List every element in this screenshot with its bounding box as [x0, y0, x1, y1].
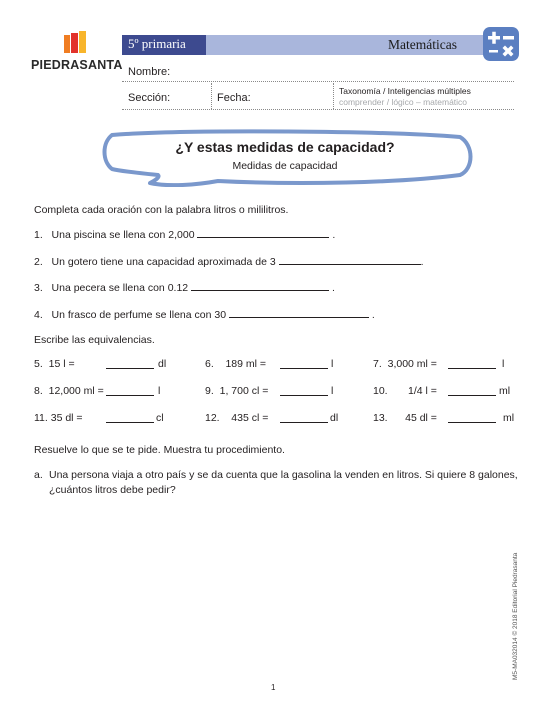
equivalence-item [205, 385, 268, 397]
sentence-item [34, 227, 335, 241]
instruction-part2: Escribe las equivalencias. [34, 334, 155, 346]
problem-label: a. [34, 469, 43, 481]
equivalence-blank[interactable] [448, 412, 496, 423]
sentence-text: Un gotero tiene una capacidad aproximada de 3 [51, 256, 276, 268]
equivalence-unit: l [502, 358, 505, 370]
date-divider [333, 83, 334, 109]
sentence-end: . [332, 229, 336, 241]
equivalence-left: 1, 700 cl = [219, 385, 269, 397]
math-operations-icon [482, 26, 520, 62]
equivalence-blank[interactable] [280, 358, 328, 369]
brand-name: PIEDRASANTA [31, 58, 123, 72]
equivalence-unit: ml [499, 385, 511, 397]
item-number: 11. [34, 412, 48, 424]
equivalence-blank[interactable] [448, 385, 496, 396]
sentence-text: Un frasco de perfume se llena con 30 [51, 309, 227, 321]
equivalence-item [205, 358, 266, 370]
equivalence-unit: l [331, 358, 334, 370]
sentence-end: . [371, 309, 375, 321]
document-code: M5-MA032014 © 2018 Editorial Piedrasanta [512, 552, 519, 680]
item-number: 7. [373, 358, 382, 370]
sentence-text: Una piscina se llena con 2,000 [51, 229, 195, 241]
equivalence-unit: l [331, 385, 334, 397]
taxonomy-label: Taxonomía / Inteligencias múltiples [339, 86, 471, 96]
equivalence-left: 15 l = [48, 358, 75, 370]
answer-area[interactable] [34, 504, 504, 664]
sentence-item [34, 280, 335, 294]
name-line[interactable] [122, 81, 514, 82]
item-number: 13. [373, 412, 388, 424]
sentence-end: . [331, 282, 335, 294]
equivalence-unit: l [158, 385, 161, 397]
answer-blank[interactable] [229, 307, 369, 318]
item-number: 3. [34, 282, 43, 294]
section-line [122, 109, 514, 110]
problem-text-line1: Una persona viaja a otro país y se da cuenta que la gasolina la venden en litros. Si quiere 8 galones, [49, 469, 518, 481]
equivalence-item [34, 412, 83, 424]
equivalence-unit: dl [158, 358, 167, 370]
sentence-end: . [420, 256, 424, 268]
equivalence-left: 189 ml = [225, 358, 267, 370]
item-number: 5. [34, 358, 43, 370]
equivalence-blank[interactable] [106, 412, 154, 423]
equivalence-item [373, 412, 437, 424]
equivalence-item [373, 358, 437, 370]
answer-blank[interactable] [191, 280, 329, 291]
equivalence-item [373, 385, 437, 397]
worksheet-subtitle: Medidas de capacidad [232, 160, 338, 172]
title-cloud-frame [98, 125, 476, 187]
equivalence-left: 45 dl = [405, 412, 437, 424]
item-number: 12. [205, 412, 220, 424]
equivalence-unit: ml [503, 412, 515, 424]
equivalence-blank[interactable] [280, 385, 328, 396]
equivalence-left: 3,000 ml = [387, 358, 437, 370]
equivalence-unit: cl [156, 412, 164, 424]
grade-label: 5º primaria [128, 36, 186, 51]
sentence-text: Una pecera se llena con 0.12 [51, 282, 189, 294]
page-number: 1 [271, 683, 276, 692]
equivalence-unit: dl [330, 412, 339, 424]
taxonomy-value: comprender / lógico – matemático [339, 97, 468, 107]
equivalence-left: 435 cl = [231, 412, 269, 424]
answer-blank[interactable] [197, 227, 329, 238]
item-number: 4. [34, 309, 43, 321]
equivalence-item [34, 358, 75, 370]
item-number: 8. [34, 385, 43, 397]
equivalence-blank[interactable] [280, 412, 328, 423]
item-number: 2. [34, 256, 43, 268]
worksheet-title: ¿Y estas medidas de capacidad? [175, 139, 395, 155]
answer-blank[interactable] [279, 254, 421, 265]
item-number: 1. [34, 229, 43, 241]
piedrasanta-logo-icon [64, 31, 86, 55]
item-number: 10. [373, 385, 388, 397]
section-divider [211, 83, 212, 109]
equivalence-left: 35 dl = [50, 412, 83, 424]
date-label: Fecha: [217, 92, 251, 104]
problem-text-line2: ¿cuántos litros debe pedir? [49, 484, 176, 496]
equivalence-blank[interactable] [106, 385, 154, 396]
equivalence-item [205, 412, 268, 424]
equivalence-blank[interactable] [448, 358, 496, 369]
item-number: 9. [205, 385, 214, 397]
item-number: 6. [205, 358, 214, 370]
section-label: Sección: [128, 92, 171, 104]
equivalence-blank[interactable] [106, 358, 154, 369]
instruction-part3: Resuelve lo que se te pide. Muestra tu procedimiento. [34, 444, 285, 456]
instruction-part1: Completa cada oración con la palabra litros o mililitros. [34, 204, 289, 216]
subject-label: Matemáticas [388, 37, 457, 52]
name-label: Nombre: [128, 66, 171, 78]
sentence-item [34, 254, 424, 268]
equivalence-left: 1/4 l = [408, 385, 437, 397]
sentence-item [34, 307, 375, 321]
equivalence-item [34, 385, 104, 397]
equivalence-left: 12,000 ml = [48, 385, 104, 397]
